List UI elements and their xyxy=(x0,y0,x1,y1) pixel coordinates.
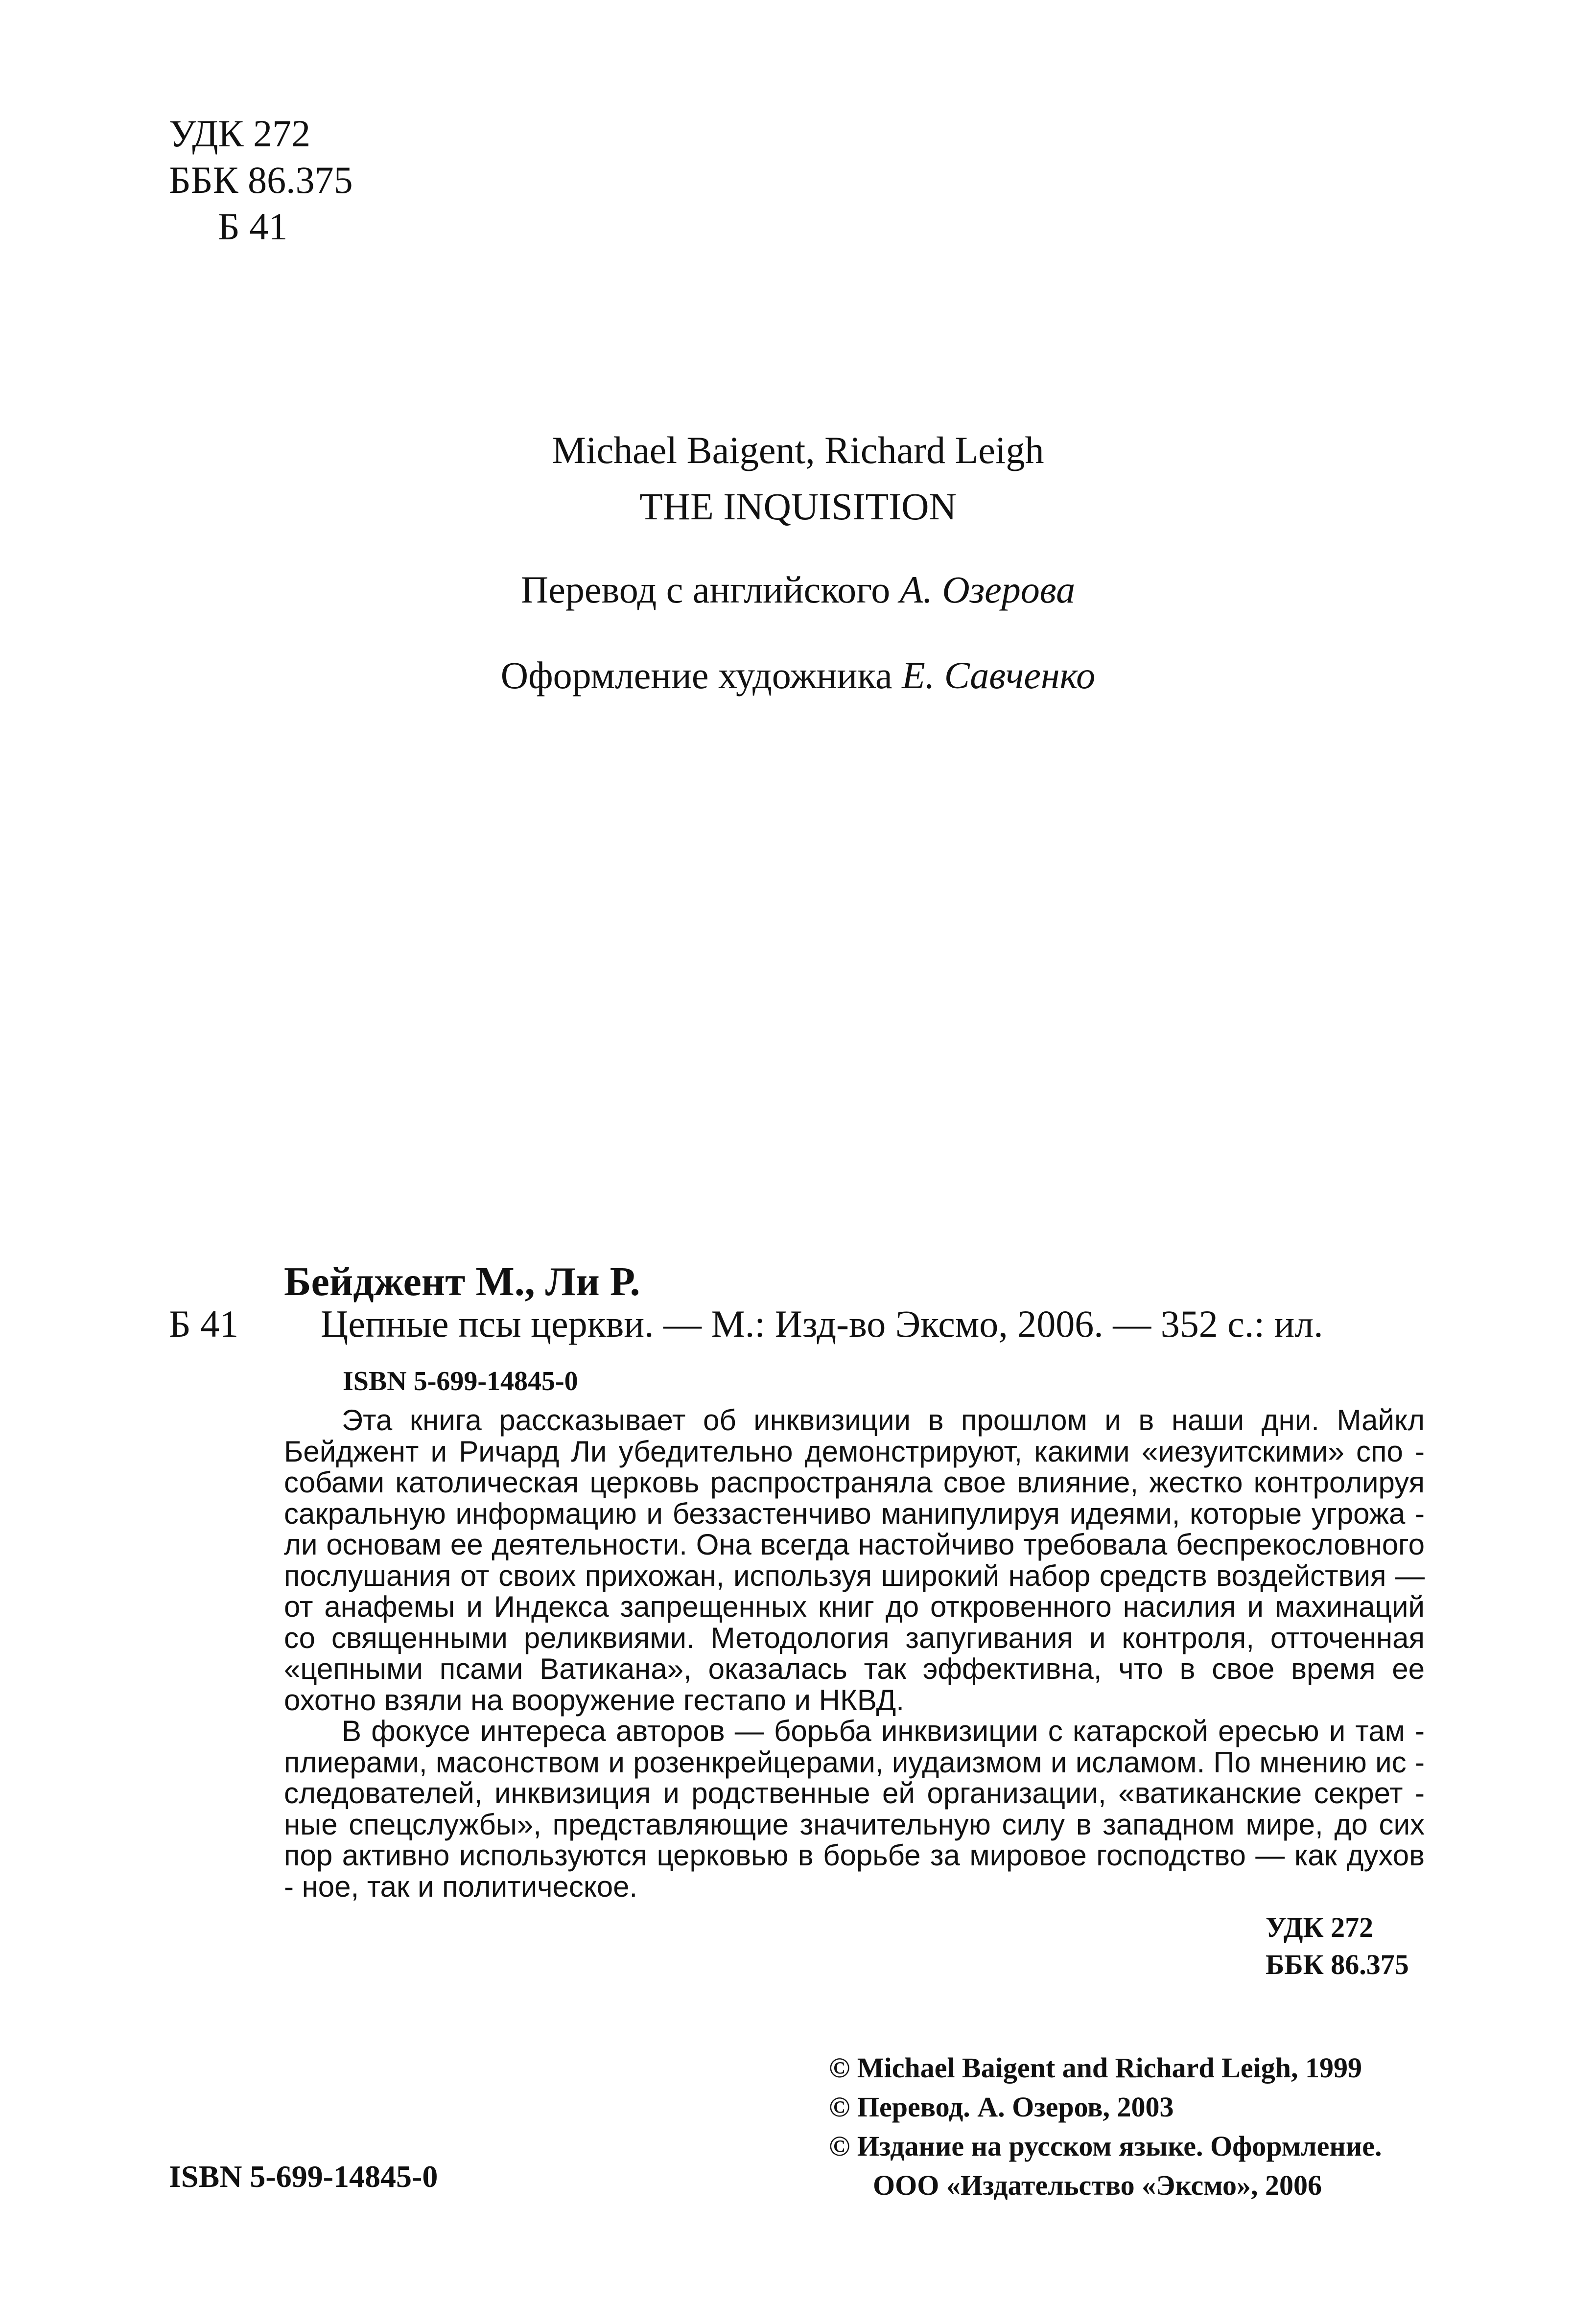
card-isbn: ISBN 5-699-14845-0 xyxy=(343,1366,578,1396)
translator-name: А. Озерова xyxy=(899,568,1076,611)
card-udk: УДК 272 xyxy=(1266,1911,1374,1943)
card-classification xyxy=(1266,1909,1409,1983)
designer-credit xyxy=(0,653,1596,697)
card-title-line: Цепные псы церкви. — М.: Изд-во Эксмо, 2006. — 352 с.: ил. xyxy=(321,1302,1323,1345)
annotation xyxy=(284,1405,1425,1902)
designer-name: Е. Савченко xyxy=(902,654,1096,697)
classification-block xyxy=(169,110,353,250)
bbk-code: ББК 86.375 xyxy=(169,159,353,201)
designer-label: Оформление художника xyxy=(500,654,892,697)
annotation-paragraph: Эта книга рассказывает об инквизиции в прошлом и в наши дни. Майкл Бейджент и Ричард Ли убедительно демонстрируют, какими «иезуитскими» спо - собами католическая церковь распространяла свое влияние, жестко контролируя сакральную информацию и беззастенчиво манипулируя идеями, которые угрожа - ли основам ее деятельности. Она всегда настойчиво требовала беспрекословного послушания от своих прихожан, используя широкий набор средств воздействия — от анафемы и Индекса запрещенных книг до откровенного насилия и махинаций со священными реликвиями. Методология запугивания и контроля, отточенная «цепными псами Ватикана», оказалась так эффективна, что в свое время ее охотно взяли на вооружение гестапо и НКВД. xyxy=(284,1404,1425,1717)
original-authors: Michael Baigent, Richard Leigh xyxy=(552,429,1044,471)
copyright-line: © Перевод. А. Озеров, 2003 xyxy=(829,2091,1174,2123)
card-bbk: ББК 86.375 xyxy=(1266,1949,1409,1980)
author-mark: Б 41 xyxy=(218,205,288,248)
card-authors: Бейджент М., Ли Р. xyxy=(284,1259,640,1304)
udk-code: УДК 272 xyxy=(169,112,311,155)
copyright-line: © Издание на русском языке. Оформление. xyxy=(829,2130,1382,2162)
copyright-line: © Michael Baigent and Richard Leigh, 1999 xyxy=(829,2052,1362,2084)
copyright-block xyxy=(829,2048,1382,2205)
original-title: THE INQUISITION xyxy=(639,485,957,528)
translator-label: Перевод с английского xyxy=(520,568,891,611)
card-code: Б 41 xyxy=(169,1302,239,1345)
translator-credit xyxy=(0,568,1596,612)
annotation-paragraph: В фокусе интереса авторов — борьба инквизиции с катарской ересью и там - плиерами, масонством и розенкрейцерами, иудаизмом и исламом. По мнению ис - следователей, инквизиция и родственные ей организации, «ватиканские секрет - ные спецслужбы», представляющие значительную силу в западном мире, до сих пор активно используются церковью в борьбе за мировое господство — как духов - ное, так и политическое. xyxy=(284,1715,1425,1903)
footer-isbn: ISBN 5-699-14845-0 xyxy=(169,2159,438,2194)
copyright-line: ООО «Издательство «Эксмо», 2006 xyxy=(873,2169,1322,2201)
